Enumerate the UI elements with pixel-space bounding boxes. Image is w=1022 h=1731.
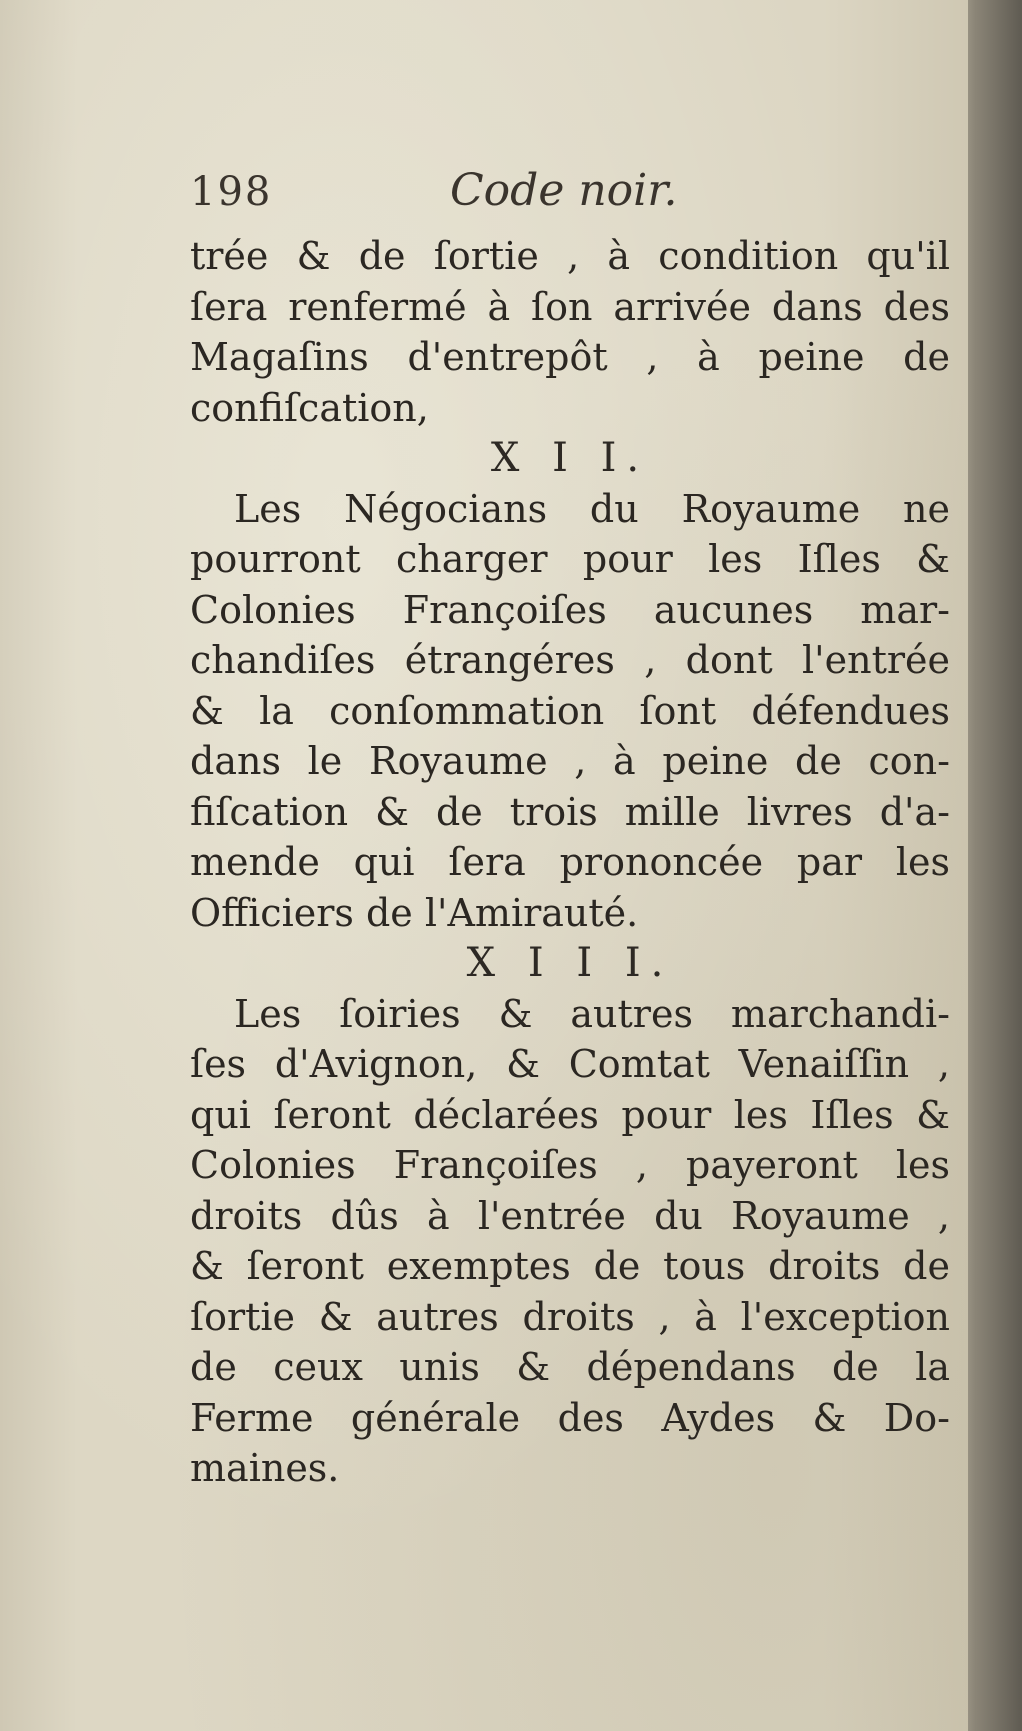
text-block <box>190 165 950 1494</box>
text-line: confiſcation, <box>190 385 429 430</box>
text-line: & ſeront exemptes de tous droits de <box>190 1244 950 1288</box>
text-line: & la conſommation ſont défendues <box>190 688 950 733</box>
text-line: Les Négocians du Royaume ne <box>234 486 950 531</box>
text-line: Les ſoiries & autres marchandi- <box>234 991 950 1036</box>
text-line: qui ſeront déclarées pour les Iſles & <box>190 1092 950 1137</box>
text-line: mende qui ſera prononcée par les <box>190 840 950 884</box>
page-number: 198 <box>190 169 273 215</box>
text-line: ſes d'Avignon, & Comtat Venaiſſin , <box>190 1042 950 1086</box>
text-line: dans le Royaume , à peine de con- <box>190 739 950 783</box>
text-line: Officiers de l'Amirauté. <box>190 890 639 935</box>
text-line: de ceux unis & dépendans de la <box>190 1345 950 1389</box>
article-heading-xii: X I I. <box>490 435 650 481</box>
text-line: droits dûs à l'entrée du Royaume , <box>190 1193 950 1238</box>
text-line: Magaſins d'entrepôt , à peine de <box>190 335 950 379</box>
text-line: Ferme générale des Aydes & Do- <box>190 1395 950 1440</box>
text-line: fiſcation & de trois mille livres d'a- <box>190 789 950 834</box>
article-heading-xiii: X I I I. <box>466 940 674 986</box>
text-line: Colonies Françoiſes , payeront les <box>190 1143 950 1187</box>
continued-paragraph <box>190 231 950 433</box>
text-line: ſortie & autres droits , à l'exception <box>190 1294 950 1339</box>
text-line: trée & de ſortie , à condition qu'il <box>190 234 950 278</box>
running-head: Code noir. <box>450 165 678 216</box>
text-line: chandiſes étrangéres , dont l'entrée <box>190 638 950 682</box>
article-xiii-paragraph <box>190 989 950 1494</box>
text-line: ſera renfermé à ſon arrivée dans des <box>190 284 950 329</box>
text-line: maines. <box>190 1446 340 1490</box>
text-line: pourront charger pour les Iſles & <box>190 537 950 581</box>
text-line: Colonies Françoiſes aucunes mar- <box>190 587 950 632</box>
article-xii-paragraph <box>190 484 950 939</box>
page-header <box>190 165 950 231</box>
